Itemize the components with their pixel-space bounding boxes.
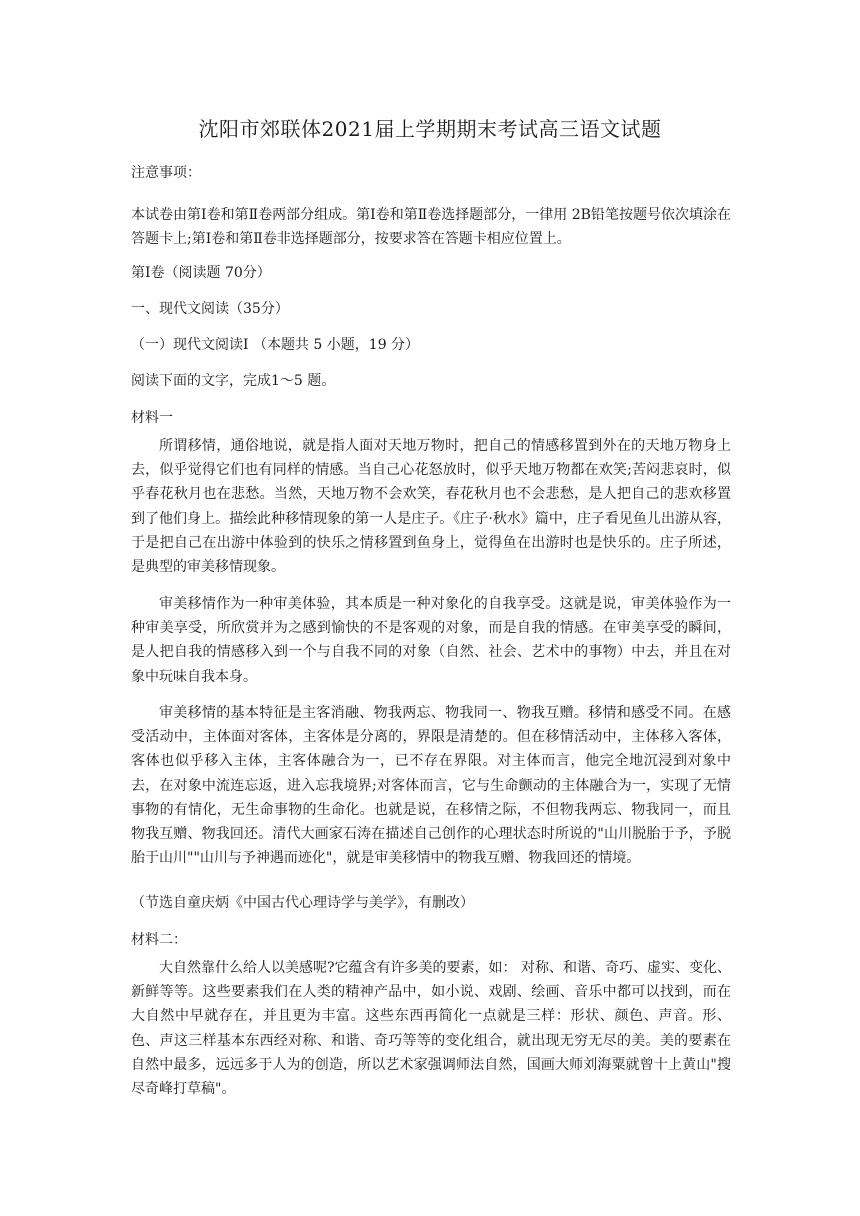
section-one-heading: 一、现代文阅读（35分） [131, 301, 289, 317]
subsection-one-heading: （一）现代文阅读Ⅰ （本题共 5 小题，19 分） [131, 337, 420, 353]
material-one-paragraph: 审美移情的基本特征是主客消融、物我两忘、物我同一、物我互赠。移情和感受不同。在感受活动中，主体面对客体，主客体是分离的，界限是清楚的。但在移情活动中，主体移入客体，客体也似乎移入主体，主客体融合为一，已不存在界限。对主体而言，他完全地沉浸到对象中去，在对象中流连忘返，进入忘我境界;对客体而言，它与生命颤动的主体融合为一，实现了无情事物的有情化，无生命事物的生命化。也就是说，在移情之际，不但物我两忘、物我同一，而且物我互赠、物我回还。清代大画家石涛在描述自己创作的心理状态时所说的"山川脱胎于予，予脱胎于山川""山川与予神遇而迹化"，就是审美移情中的物我互赠、物我回还的情境。 [131, 705, 731, 867]
notice-text: 本试卷由第Ⅰ卷和第Ⅱ卷两部分组成。第Ⅰ卷和第Ⅱ卷选择题部分，一律用 2B铅笔按题号依次填涂在答题卡上;第Ⅰ卷和第Ⅱ卷非选择题部分，按要求答在答题卡相应位置上。 [131, 207, 731, 248]
material-one-source: （节选自童庆炳《中国古代心理诗学与美学》，有删改） [131, 895, 474, 911]
material-two-paragraph: 大自然靠什么给人以美感呢?它蕴含有许多美的要素，如： 对称、和谐、奇巧、虚实、变化、新鲜等等。这些要素我们在人类的精神产品中，如小说、戏剧、绘画、音乐中都可以找到，而在大自然中早就存在，并且更为丰富。这些东西再简化一点就是三样：形状、颜色、声音。形、色、声这三样基本东西经对称、和谐、奇巧等等的变化组合，就出现无穷无尽的美。美的要素在自然中最多，远远多于人为的创造，所以艺术家强调师法自然，国画大师刘海粟就曾十上黄山"搜尽奇峰打草稿"。 [131, 960, 731, 1098]
section-volume-heading: 第Ⅰ卷（阅读题 70分） [131, 265, 271, 281]
notice-heading: 注意事项： [131, 165, 201, 181]
page-title: 沈阳市郊联体2021届上学期期末考试高三语文试题 [198, 117, 662, 141]
material-one-paragraph: 所谓移情，通俗地说，就是指人面对天地万物时，把自己的情感移置到外在的天地万物身上去，似乎觉得它们也有同样的情感。当自己心花怒放时，似乎天地万物都在欢笑;苦闷悲哀时，似乎春花秋月也在悲愁。当然，天地万物不会欢笑，春花秋月也不会悲愁，是人把自己的悲欢移置到了他们身上。描绘此种移情现象的第一人是庄子。《庄子·秋水》篇中，庄子看见鱼儿出游从容，于是把自己在出游中体验到的快乐之情移置到鱼身上，觉得鱼在出游时也是快乐的。庄子所述，是典型的审美移情现象。 [131, 438, 731, 576]
material-one-label: 材料一 [131, 410, 173, 426]
reading-instruction: 阅读下面的文字，完成1～5 题。 [131, 373, 336, 389]
material-two-label: 材料二： [131, 932, 187, 948]
material-one-paragraph: 审美移情作为一种审美体验，其本质是一种对象化的自我享受。这就是说，审美体验作为一种审美享受，所欣赏并为之感到愉快的不是客观的对象，而是自我的情感。在审美享受的瞬间，是人把自我的情感移入到一个与自我不同的对象（自然、社会、艺术中的事物）中去，并且在对象中玩味自我本身。 [131, 596, 731, 685]
